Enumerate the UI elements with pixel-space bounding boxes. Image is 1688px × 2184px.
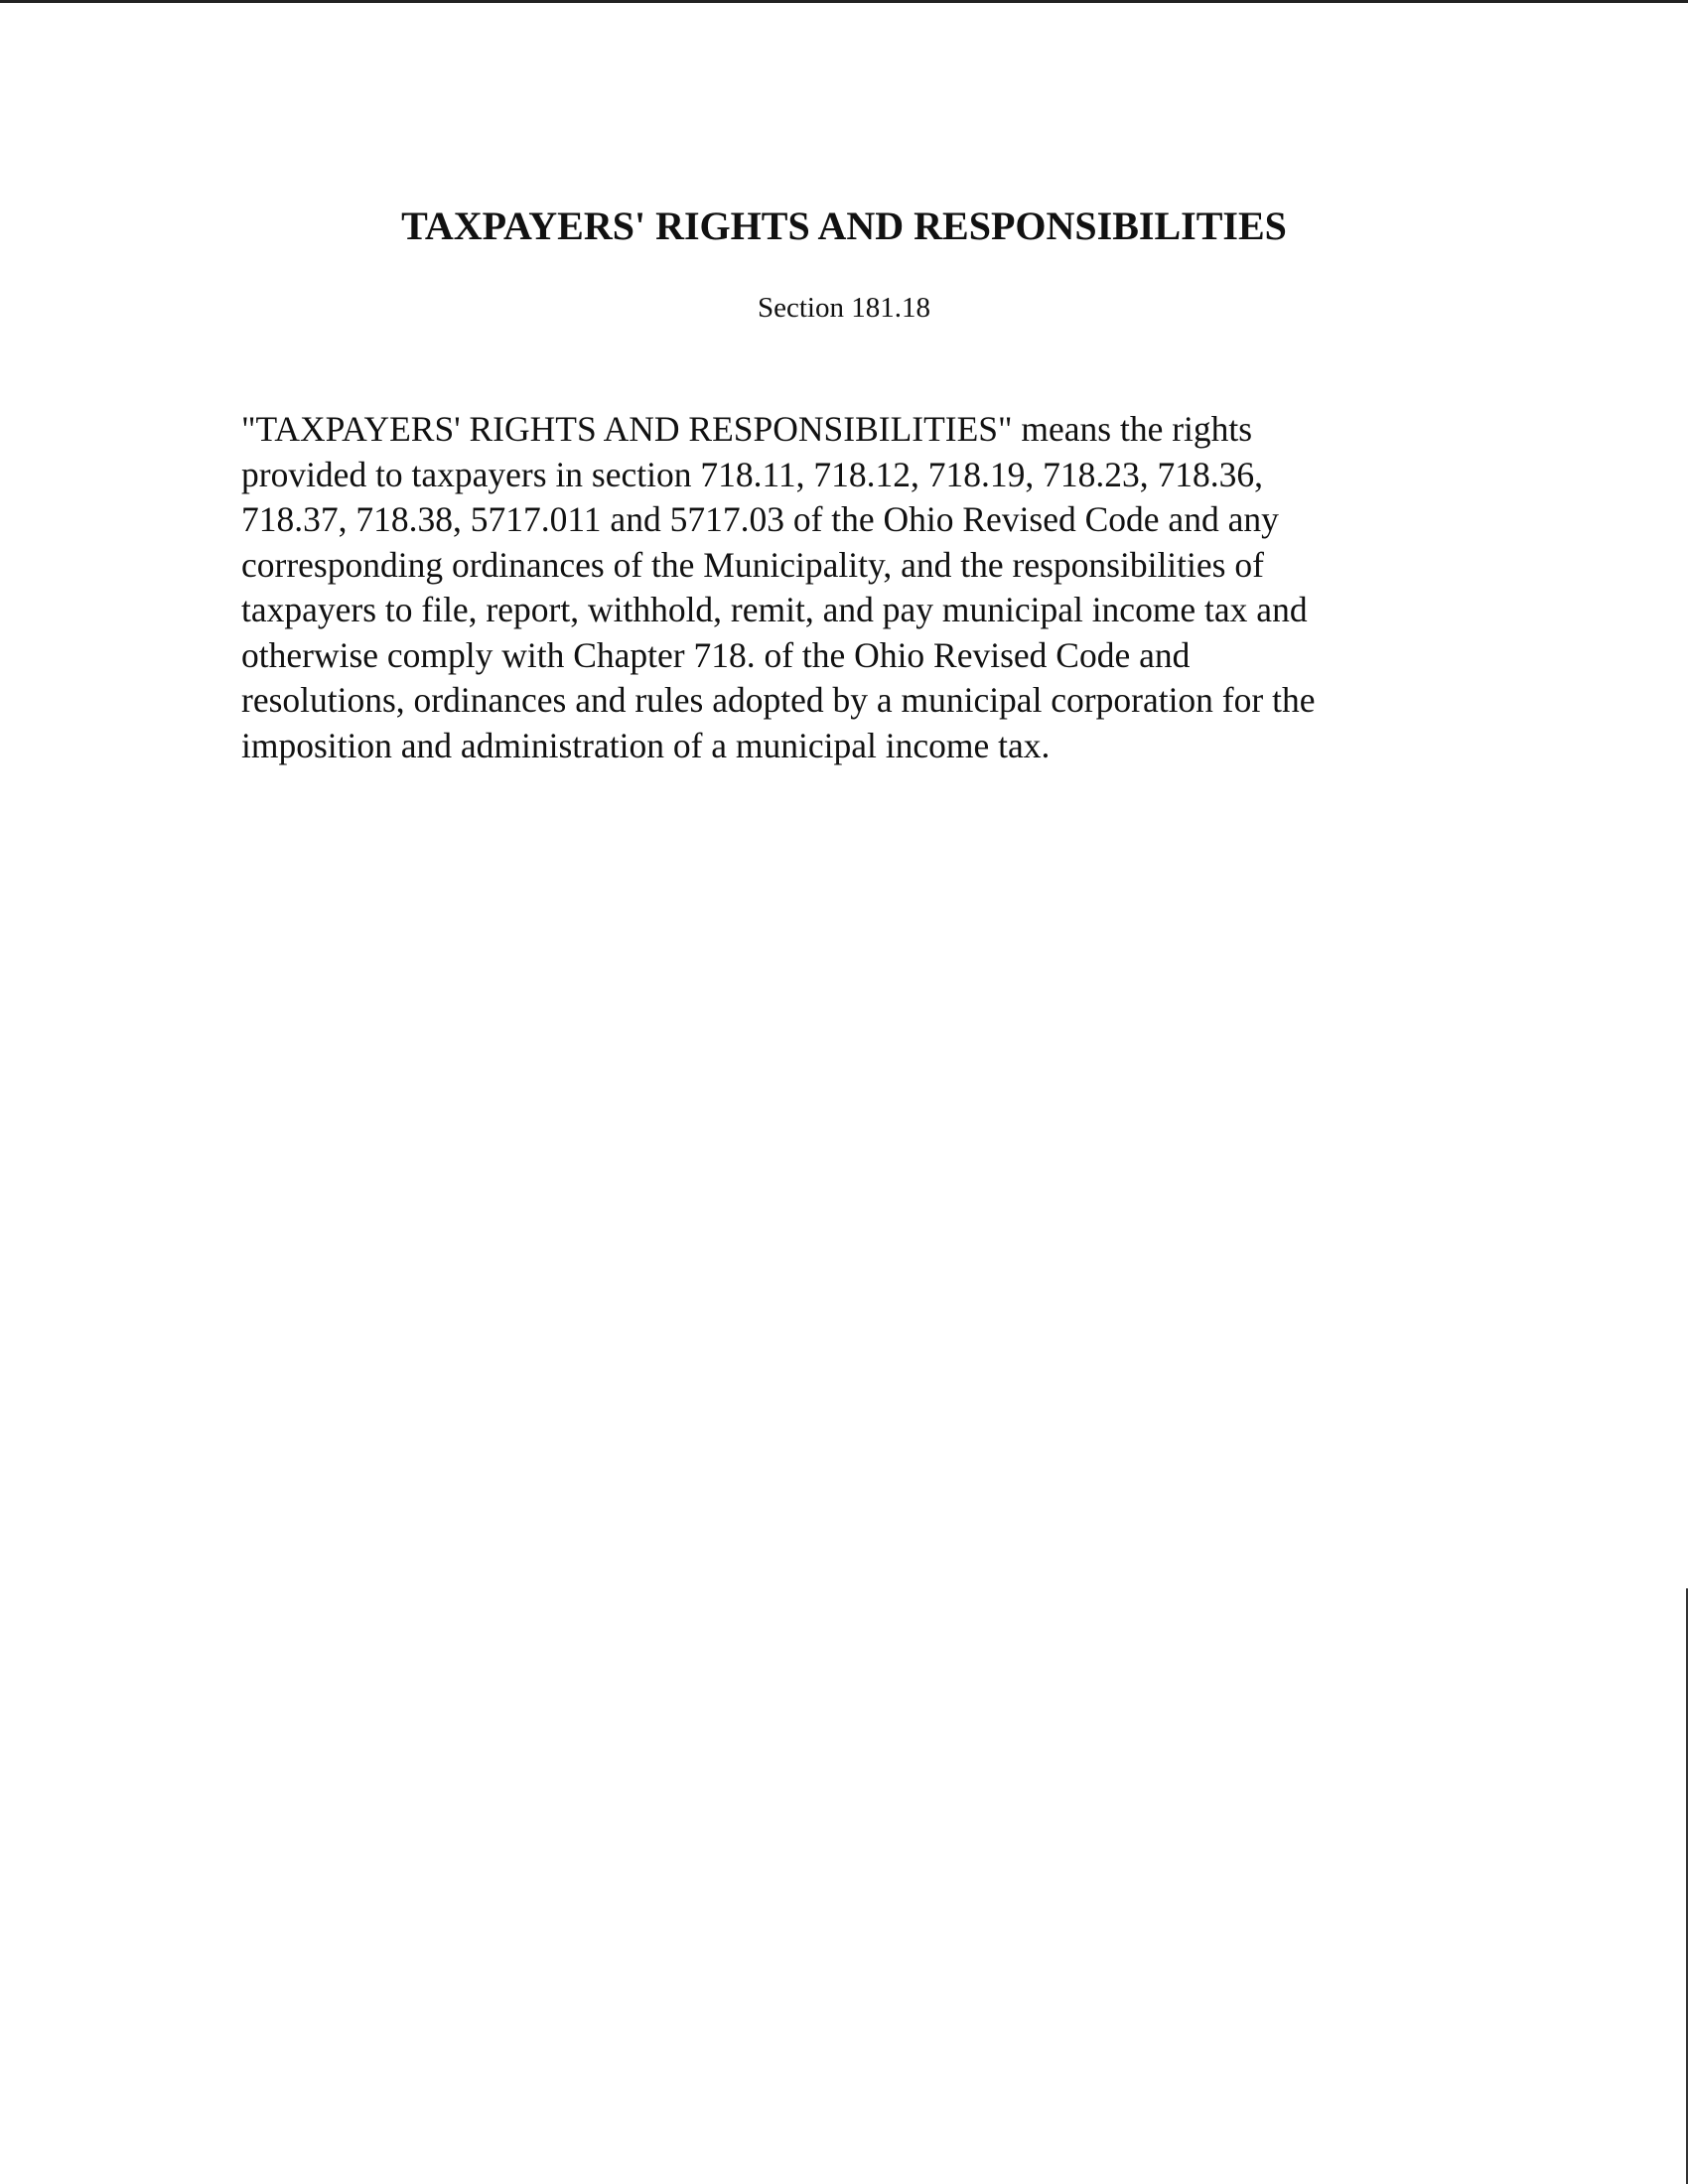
paragraph-line: "TAXPAYERS' RIGHTS AND RESPONSIBILITIES" means the rights	[241, 409, 1253, 449]
paragraph-line: resolutions, ordinances and rules adopted by a municipal corporation for the	[241, 680, 1316, 720]
section-number: Section 181.18	[758, 292, 930, 324]
paragraph-line: taxpayers to file, report, withhold, remit, and pay municipal income tax and	[241, 590, 1308, 629]
paragraph-line: corresponding ordinances of the Municipality, and the responsibilities of	[241, 544, 1264, 585]
paragraph-line: otherwise comply with Chapter 718. of the Ohio Revised Code and	[241, 634, 1191, 675]
scan-top-border	[0, 0, 1688, 3]
paragraph-line: 718.37, 718.38, 5717.011 and 5717.03 of the Ohio Revised Code and any	[241, 499, 1279, 539]
definition-paragraph	[241, 407, 1315, 768]
page-title: TAXPAYERS' RIGHTS AND RESPONSIBILITIES	[401, 204, 1287, 248]
paragraph-line: imposition and administration of a municipal income tax.	[241, 725, 1051, 765]
paragraph-line: provided to taxpayers in section 718.11, 718.12, 718.19, 718.23, 718.36,	[241, 454, 1264, 494]
